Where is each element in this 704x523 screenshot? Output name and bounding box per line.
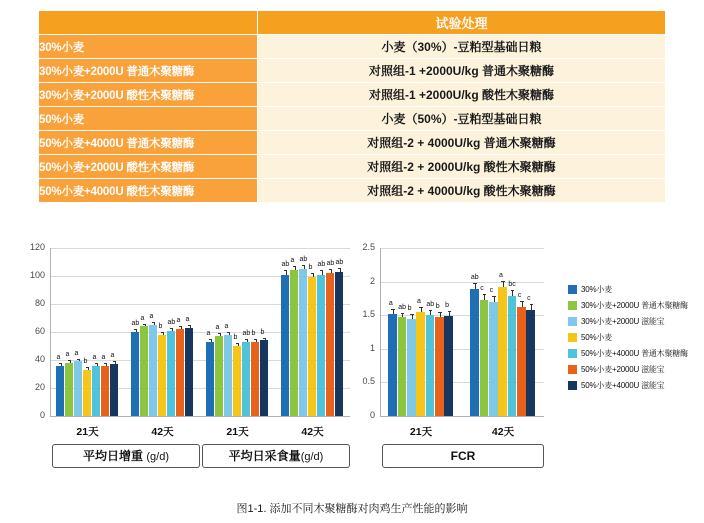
x-axis-group-label: 42天: [151, 426, 174, 438]
significance-label: bc: [508, 281, 516, 289]
significance-label: a: [92, 353, 97, 361]
y-axis-tick-label: 40: [34, 354, 45, 364]
table-row: [39, 59, 666, 83]
y-axis-tick-label: 2.5: [362, 242, 375, 252]
table-row: [39, 155, 666, 179]
significance-label: a: [388, 300, 393, 308]
bar: [185, 328, 193, 416]
significance-label: ab: [326, 260, 335, 267]
bar: [480, 300, 489, 416]
error-bar-cap: [284, 270, 288, 271]
legend-swatch: [568, 349, 577, 358]
bar: [92, 366, 100, 416]
treatment-table: [38, 10, 666, 203]
y-axis-tick-label: 0.5: [362, 376, 375, 387]
significance-label: ab: [167, 318, 176, 326]
y-axis-tick-label: 120: [29, 242, 45, 252]
significance-label: a: [140, 314, 145, 322]
bar: [215, 336, 223, 416]
error-bar-cap: [245, 339, 249, 340]
table-row: [39, 83, 666, 107]
bar: [260, 340, 268, 416]
bar: [517, 307, 526, 416]
table-row-value: 对照组-1 +2000U/kg 普通木聚糖酶: [258, 59, 666, 83]
y-axis-tick-label: 20: [34, 382, 45, 392]
error-bar-cap: [391, 309, 395, 310]
y-axis-tick-label: 100: [29, 270, 45, 280]
table-header-blank: [39, 11, 258, 35]
bar: [444, 316, 453, 416]
table-row: [39, 131, 666, 155]
y-axis-tick-label: 1: [369, 342, 375, 353]
gridline: [50, 248, 350, 249]
significance-label: c: [527, 294, 531, 302]
table-header-treatment: 试验处理: [258, 11, 666, 35]
table-row: [39, 179, 666, 203]
significance-label: a: [215, 324, 220, 332]
significance-label: a: [417, 298, 421, 306]
bar: [83, 370, 91, 416]
significance-label: b: [407, 304, 412, 312]
significance-label: ab: [470, 273, 479, 281]
error-bar-cap: [429, 310, 433, 311]
significance-label: b: [445, 302, 450, 310]
y-axis-tick-label: 2: [369, 275, 375, 286]
y-axis-tick-label: 1.5: [362, 309, 375, 320]
x-axis-group-label: 21天: [409, 426, 433, 438]
error-bar-cap: [152, 322, 156, 323]
table-row-label: 30%小麦+2000U 普通木聚糖酶: [39, 59, 258, 83]
significance-label: b: [308, 264, 313, 272]
significance-label: a: [176, 317, 181, 325]
error-bar-cap: [86, 367, 90, 368]
error-bar-cap: [113, 361, 117, 362]
bar: [508, 296, 517, 416]
bar: [398, 317, 407, 416]
error-bar-cap: [520, 301, 524, 302]
bar: [101, 366, 109, 416]
bar: [176, 329, 184, 416]
significance-label: a: [74, 349, 79, 357]
legend-label: 30%小麦+2000U 滋能宝: [581, 316, 665, 326]
bar: [489, 302, 498, 416]
significance-label: a: [206, 330, 211, 337]
error-bar-cap: [302, 265, 306, 266]
significance-label: b: [158, 323, 163, 330]
significance-label: ab: [317, 261, 326, 269]
x-axis-group-label: 21天: [226, 426, 249, 438]
bar: [206, 342, 214, 416]
legend-item: [568, 282, 704, 296]
legend-label: 50%小麦+2000U 滋能宝: [581, 364, 665, 374]
error-bar-cap: [329, 269, 333, 270]
bar: [56, 366, 64, 416]
table-row: [39, 107, 666, 131]
table-row-label: 50%小麦+2000U 酸性木聚糖酶: [39, 155, 258, 179]
significance-label: a: [290, 257, 295, 265]
error-bar-cap: [143, 324, 147, 325]
significance-label: a: [101, 353, 106, 361]
bar: [290, 270, 298, 416]
legend-label: 50%小麦+4000U 滋能宝: [581, 380, 665, 390]
significance-label: a: [185, 316, 190, 323]
error-bar-cap: [161, 332, 165, 333]
bar: [416, 312, 425, 416]
legend-item: [568, 330, 704, 344]
bar: [65, 363, 73, 416]
bar: [140, 326, 148, 416]
error-bar-cap: [236, 343, 240, 344]
bar: [74, 361, 82, 416]
table-row-label: 50%小麦+4000U 普通木聚糖酶: [39, 131, 258, 155]
table-row-value: 小麦（50%）-豆粕型基础日粮: [258, 107, 666, 131]
legend-item: [568, 298, 704, 312]
y-axis-line: [50, 248, 51, 416]
bar: [149, 325, 157, 416]
legend-label: 30%小麦: [581, 284, 613, 294]
legend-label: 50%小麦: [581, 332, 613, 342]
significance-label: a: [499, 271, 503, 279]
legend-item: [568, 378, 704, 392]
x-axis-line: [380, 416, 544, 417]
error-bar-cap: [492, 296, 496, 297]
y-axis-tick-label: 0: [39, 410, 45, 420]
significance-label: ab: [131, 320, 140, 328]
table-row-label: 50%小麦+4000U 酸性木聚糖酶: [39, 179, 258, 203]
error-bar-cap: [473, 283, 477, 284]
significance-label: ab: [299, 255, 308, 263]
error-bar-cap: [209, 339, 213, 340]
error-bar-cap: [218, 333, 222, 334]
error-bar-cap: [501, 281, 505, 282]
bar: [326, 273, 334, 416]
bar: [317, 275, 325, 416]
significance-label: b: [435, 302, 440, 310]
x-axis-group-label: 21天: [76, 426, 99, 438]
error-bar-cap: [320, 270, 324, 271]
bar: [470, 289, 479, 416]
bar: [498, 287, 507, 416]
table-row-value: 对照组-2 + 4000U/kg 普通木聚糖酶: [258, 131, 666, 155]
legend-swatch: [568, 317, 577, 326]
category-box: 平均日采食量(g/d): [202, 444, 350, 468]
error-bar-cap: [419, 307, 423, 308]
significance-label: b: [260, 328, 265, 336]
figure-caption: 图1-1. 添加不同木聚糖酶对肉鸡生产性能的影响: [236, 503, 468, 515]
bar: [335, 272, 343, 416]
error-bar-cap: [179, 326, 183, 327]
legend-label: 30%小麦+2000U 普通木聚糖酶: [581, 300, 688, 310]
legend-swatch: [568, 365, 577, 374]
legend-item: [568, 346, 704, 360]
significance-label: ab: [335, 258, 344, 266]
y-axis-tick-label: 80: [34, 298, 45, 308]
table-row-value: 小麦（30%）-豆粕型基础日粮: [258, 35, 666, 59]
error-bar-cap: [338, 268, 342, 269]
bar: [131, 332, 139, 416]
bar: [158, 335, 166, 416]
error-bar-cap: [293, 266, 297, 267]
category-box: 平均日增重 (g/d): [52, 444, 200, 468]
category-box: FCR: [382, 444, 544, 468]
significance-label: a: [110, 352, 115, 360]
error-bar-cap: [311, 273, 315, 274]
x-axis-group-label: 42天: [491, 426, 515, 438]
significance-label: ab: [281, 261, 290, 269]
chart-legend: [568, 282, 704, 394]
error-bar-cap: [68, 360, 72, 361]
error-bar-cap: [483, 294, 487, 295]
error-bar-cap: [530, 304, 534, 305]
error-bar-cap: [95, 363, 99, 364]
significance-label: a: [65, 351, 70, 358]
error-bar-cap: [77, 359, 81, 360]
y-axis-tick-label: 60: [34, 326, 45, 336]
table-row-value: 对照组-2 + 4000U/kg 酸性木聚糖酶: [258, 179, 666, 203]
gridline: [380, 248, 544, 249]
bar: [242, 342, 250, 416]
x-axis-line: [50, 416, 350, 417]
bar: [308, 277, 316, 416]
table-row: [39, 35, 666, 59]
significance-label: b: [251, 330, 256, 337]
significance-label: c: [517, 292, 522, 300]
significance-label: ab: [426, 301, 435, 309]
table-header-row: [39, 11, 666, 35]
error-bar-cap: [254, 339, 258, 340]
significance-label: c: [480, 284, 484, 292]
table-row-value: 对照组-2 + 2000U/kg 酸性木聚糖酶: [258, 155, 666, 179]
error-bar-cap: [263, 338, 267, 339]
error-bar-cap: [448, 311, 452, 312]
table-row-value: 对照组-1 +2000U/kg 酸性木聚糖酶: [258, 83, 666, 107]
error-bar-cap: [170, 328, 174, 329]
error-bar-cap: [227, 332, 231, 333]
y-axis-line: [380, 248, 381, 416]
legend-swatch: [568, 333, 577, 342]
significance-label: a: [56, 353, 61, 361]
significance-label: b: [233, 334, 238, 342]
bar: [233, 346, 241, 416]
error-bar-cap: [59, 363, 63, 364]
legend-item: [568, 314, 704, 328]
y-axis-tick-label: 0: [369, 410, 375, 420]
significance-label: a: [149, 313, 154, 321]
table-row-label: 30%小麦+2000U 酸性木聚糖酶: [39, 83, 258, 107]
legend-swatch: [568, 381, 577, 390]
bar: [435, 317, 444, 416]
bar: [281, 275, 289, 416]
gridline: [380, 282, 544, 283]
legend-item: [568, 362, 704, 376]
table-row-label: 50%小麦: [39, 107, 258, 131]
bar: [299, 269, 307, 416]
bar: [224, 335, 232, 416]
bar: [110, 364, 118, 416]
bar: [251, 342, 259, 416]
error-bar-cap: [438, 312, 442, 313]
error-bar-cap: [410, 314, 414, 315]
significance-label: c: [489, 286, 494, 294]
error-bar-cap: [511, 290, 515, 291]
bar: [407, 319, 416, 416]
table-row-label: 30%小麦: [39, 35, 258, 59]
error-bar-cap: [188, 325, 192, 326]
significance-label: b: [83, 358, 88, 365]
bar: [526, 310, 535, 416]
error-bar-cap: [104, 363, 108, 364]
bar: [167, 331, 175, 416]
bar: [388, 314, 397, 416]
legend-label: 50%小麦+4000U 普通木聚糖酶: [581, 348, 688, 358]
significance-label: a: [224, 323, 229, 330]
legend-swatch: [568, 285, 577, 294]
legend-swatch: [568, 301, 577, 310]
significance-label: ab: [398, 303, 407, 311]
x-axis-group-label: 42天: [301, 426, 324, 438]
bar: [426, 315, 435, 416]
error-bar-cap: [134, 329, 138, 330]
error-bar-cap: [401, 313, 405, 314]
significance-label: ab: [242, 330, 251, 337]
